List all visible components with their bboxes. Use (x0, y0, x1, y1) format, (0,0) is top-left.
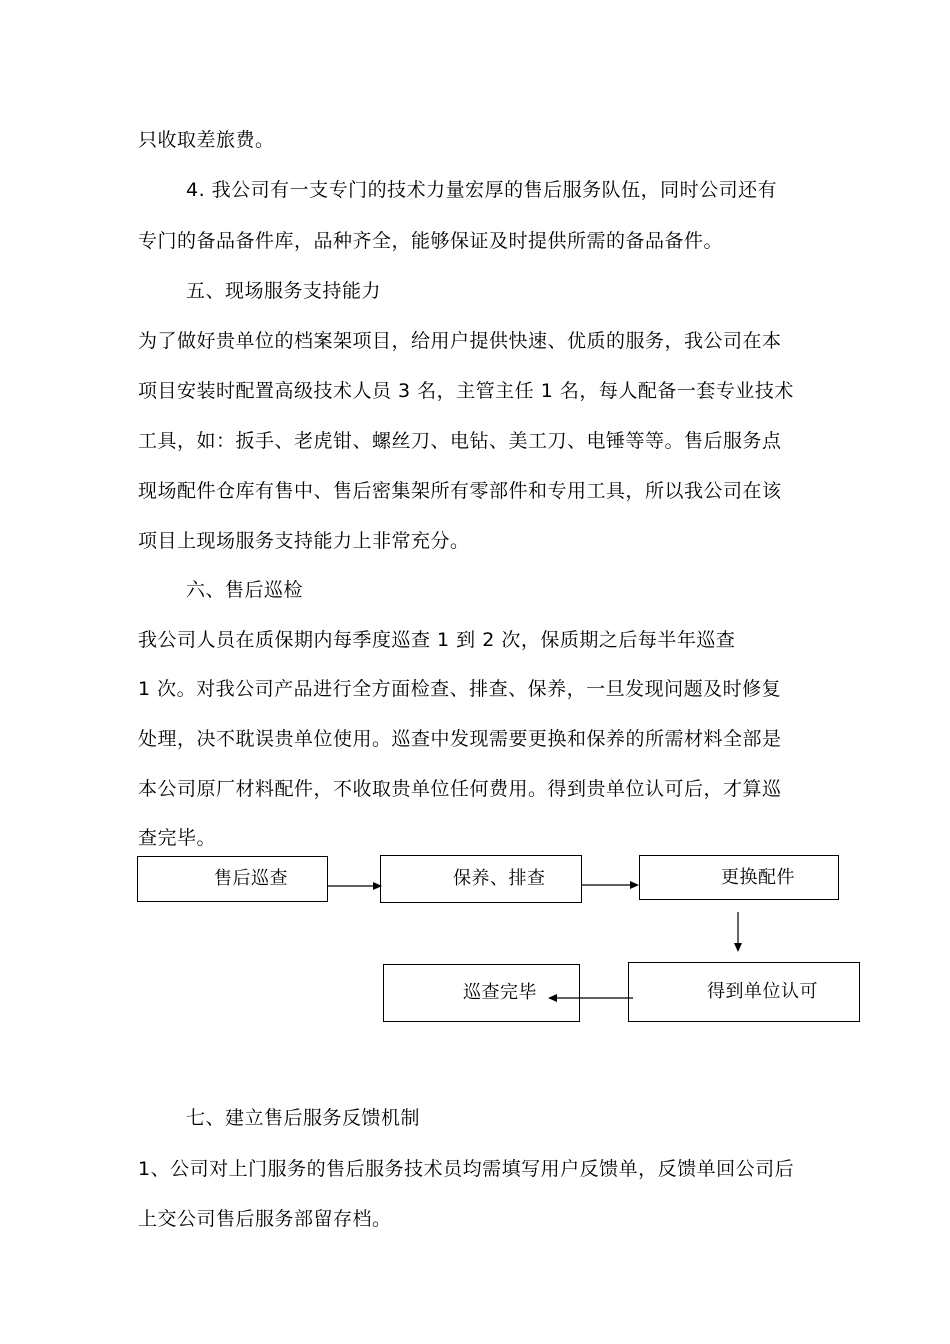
text-line-service-team: 4. 我公司有一支专门的技术力量宏厚的售后服务队伍，同时公司还有 (186, 179, 778, 201)
text-line-spare-parts: 专门的备品备件库，品种齐全，能够保证及时提供所需的备品备件。 (138, 230, 724, 252)
text-line-onsite-3: 工具，如：扳手、老虎钳、螺丝刀、电钻、美工刀、电锤等等。售后服务点 (138, 430, 782, 452)
text-line-inspection-2: 1 次。对我公司产品进行全方面检查、排查、保养，一旦发现问题及时修复 (138, 678, 782, 700)
arrowhead-right (373, 882, 382, 890)
arrowhead-down (734, 943, 742, 952)
text-line-onsite-4: 现场配件仓库有售中、售后密集架所有零部件和专用工具，所以我公司在该 (138, 480, 782, 502)
text-line-onsite-2: 项目安装时配置高级技术人员 3 名，主管主任 1 名，每人配备一套专业技术 (138, 380, 794, 402)
text-line-inspection-5: 查完毕。 (138, 827, 217, 849)
flow-step-label: 保养、排查 (453, 868, 546, 889)
section-heading-onsite-support: 五、现场服务支持能力 (186, 280, 382, 302)
text-line-travel-fee: 只收取差旅费。 (138, 129, 275, 151)
arrowhead-right (630, 881, 639, 889)
arrowhead-left (548, 994, 557, 1002)
text-line-inspection-3: 处理，决不耽误贵单位使用。巡查中发现需要更换和保养的所需材料全部是 (138, 728, 782, 750)
text-line-feedback-2: 上交公司售后服务部留存档。 (138, 1208, 392, 1230)
section-heading-inspection: 六、售后巡检 (186, 579, 304, 601)
flow-step-label: 售后巡查 (214, 868, 288, 889)
flow-step-label: 巡查完毕 (463, 982, 537, 1003)
text-line-inspection-4: 本公司原厂材料配件，不收取贵单位任何费用。得到贵单位认可后，才算巡 (138, 778, 782, 800)
text-line-onsite-5: 项目上现场服务支持能力上非常充分。 (138, 530, 470, 552)
section-heading-feedback: 七、建立售后服务反馈机制 (186, 1107, 421, 1129)
text-line-onsite-1: 为了做好贵单位的档案架项目，给用户提供快速、优质的服务，我公司在本 (138, 330, 782, 352)
text-line-inspection-1: 我公司人员在质保期内每季度巡查 1 到 2 次，保质期之后每半年巡查 (138, 629, 736, 651)
flow-step-label: 更换配件 (721, 866, 795, 888)
text-line-feedback-1: 1、公司对上门服务的售后服务技术员均需填写用户反馈单，反馈单回公司后 (138, 1158, 795, 1180)
flow-step-label: 得到单位认可 (707, 981, 818, 1002)
